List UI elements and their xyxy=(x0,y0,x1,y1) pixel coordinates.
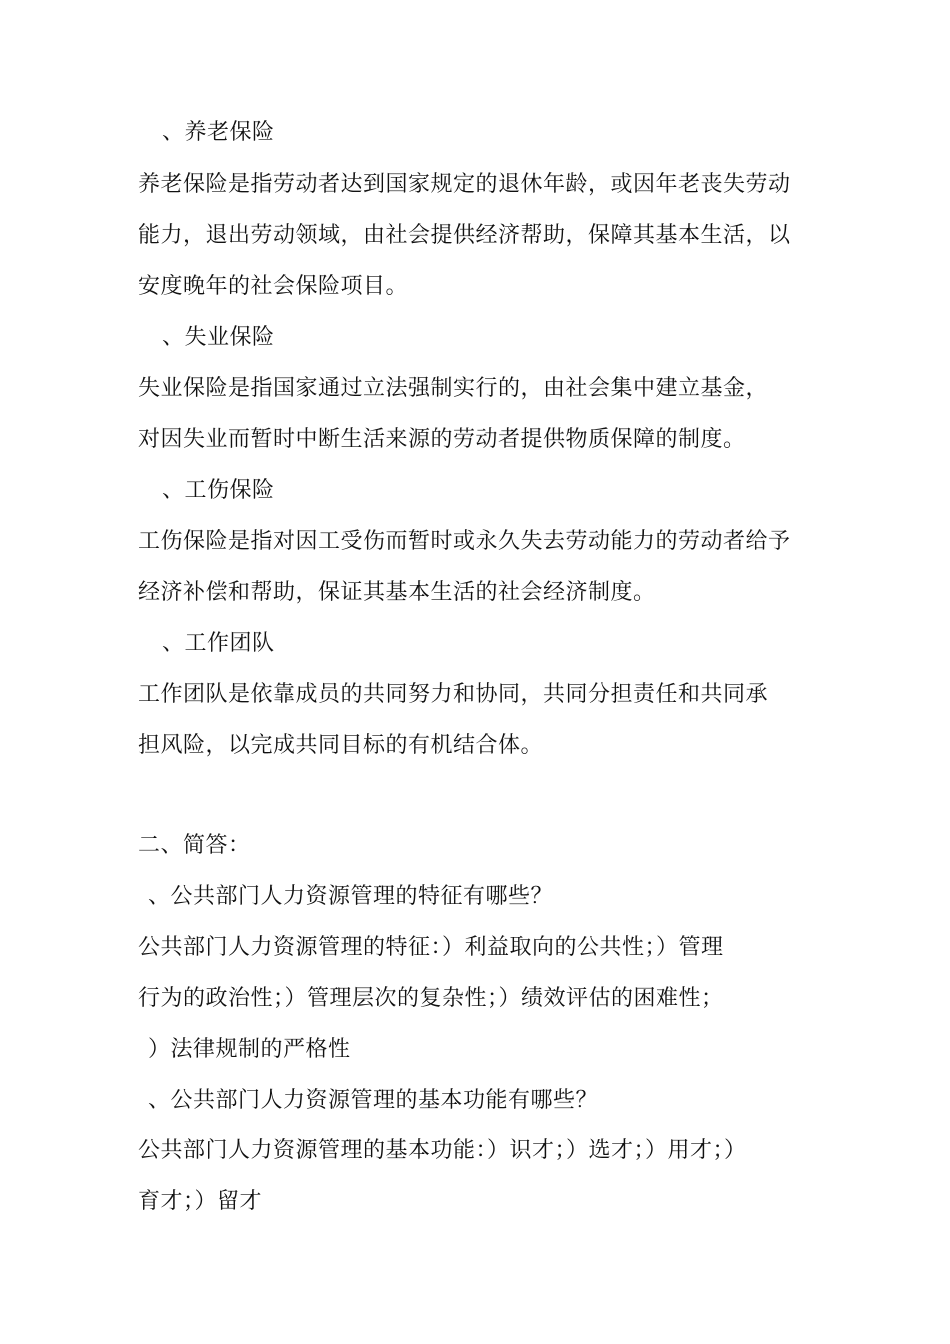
term-body-line: 对因失业而暂时中断生活来源的劳动者提供物质保障的制度。 xyxy=(138,427,746,452)
term-heading-unemployment-insurance: 、失业保险 xyxy=(162,325,275,350)
answer-line: 育才；）留才 xyxy=(138,1189,263,1214)
answer-line: 公共部门人力资源管理的基本功能：）识才；）选才；）用才；） xyxy=(138,1138,747,1163)
answer-line: ）法律规制的严格性 xyxy=(148,1037,351,1062)
term-body-line: 安度晚年的社会保险项目。 xyxy=(138,274,409,299)
term-body-line: 经济补偿和帮助，保证其基本生活的社会经济制度。 xyxy=(138,580,656,605)
term-body-line: 工伤保险是指对因工受伤而暂时或永久失去劳动能力的劳动者给予 xyxy=(138,529,791,554)
answer-line: 公共部门人力资源管理的特征：）利益取向的公共性；）管理 xyxy=(138,935,724,960)
term-heading-work-injury-insurance: 、工伤保险 xyxy=(162,478,275,503)
question-heading: 、公共部门人力资源管理的基本功能有哪些？ xyxy=(148,1088,599,1113)
term-body-line: 能力，退出劳动领域，由社会提供经济帮助，保障其基本生活，以 xyxy=(138,223,791,248)
answer-line: 行为的政治性；）管理层次的复杂性；）绩效评估的困难性； xyxy=(138,986,724,1011)
question-heading: 、公共部门人力资源管理的特征有哪些？ xyxy=(148,884,554,909)
term-body-line: 养老保险是指劳动者达到国家规定的退休年龄，或因年老丧失劳动 xyxy=(138,172,791,197)
term-body-line: 失业保险是指国家通过立法强制实行的，由社会集中建立基金， xyxy=(138,376,769,401)
term-heading-work-team: 、工作团队 xyxy=(162,631,275,656)
term-body-line: 工作团队是依靠成员的共同努力和协同，共同分担责任和共同承 xyxy=(138,682,769,707)
section-title: 二、简答： xyxy=(138,833,251,858)
term-heading-pension-insurance: 、养老保险 xyxy=(162,120,275,145)
term-body-line: 担风险，以完成共同目标的有机结合体。 xyxy=(138,733,544,758)
